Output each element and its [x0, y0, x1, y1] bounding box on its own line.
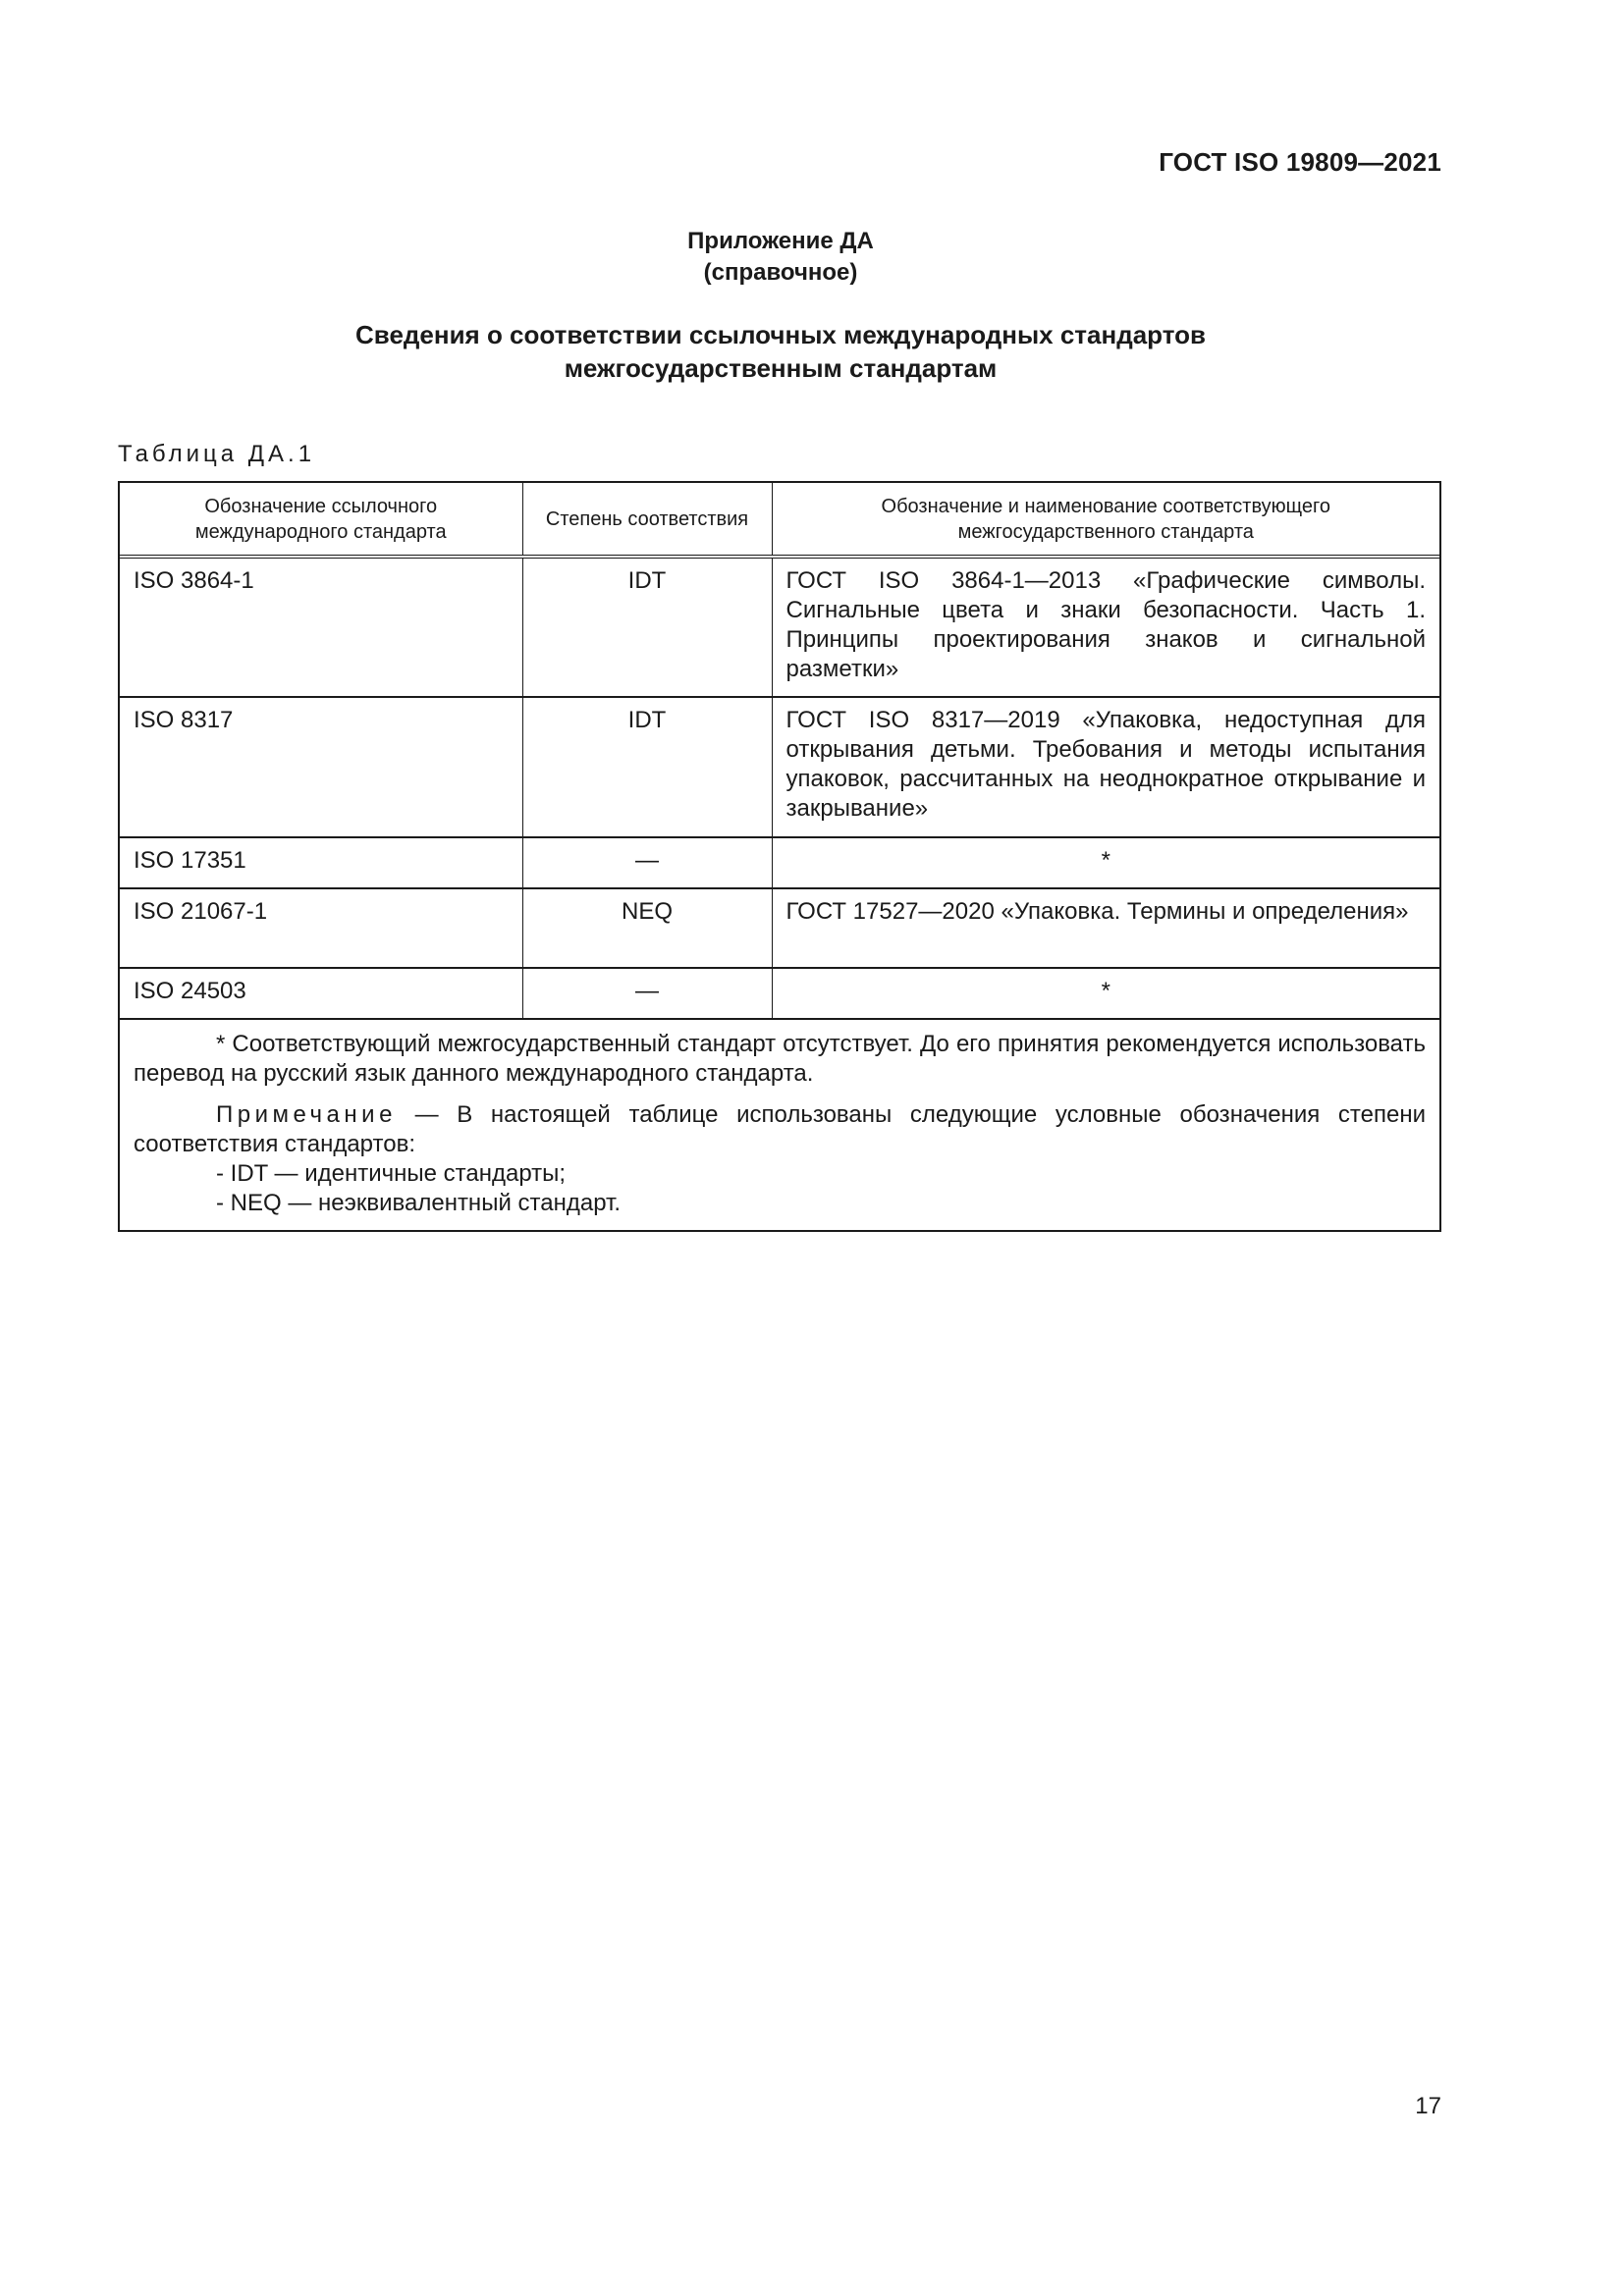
intl-standard-cell: ISO 17351: [120, 837, 522, 888]
note-item-neq: - NEQ — неэквивалентный стандарт.: [216, 1190, 622, 1216]
table-row: [120, 888, 1439, 968]
table-caption: Таблица ДА.1: [118, 441, 316, 467]
note-paragraph: [134, 1100, 1426, 1159]
correspondence-table: [118, 481, 1441, 1232]
annex-heading: [0, 226, 1561, 289]
table-row: [120, 837, 1439, 888]
degree-cell: IDT: [522, 557, 772, 697]
degree-cell: IDT: [522, 697, 772, 837]
header-degree: Степень соответствия: [522, 483, 772, 557]
section-title-line-2: межгосударственным стандартам: [564, 353, 998, 383]
note-item-idt: - IDT — идентичные стандарты;: [216, 1160, 567, 1187]
national-standard-cell: ГОСТ ISO 3864-1—2013 «Графические символы. Сигнальные цвета и знаки безопасности. Часть 1. Принципы проектирования знаков и сигнальной разметки»: [772, 557, 1439, 697]
degree-cell: NEQ: [522, 888, 772, 968]
note-text: — В настоящей таблице использованы следующие условные обозначения степени соответствия стандартов:: [134, 1101, 1427, 1157]
section-title: [0, 318, 1561, 385]
intl-standard-cell: ISO 3864-1: [120, 557, 522, 697]
table-header-row: [120, 483, 1439, 557]
national-standard-cell: ГОСТ 17527—2020 «Упаковка. Термины и определения»: [772, 888, 1439, 968]
annex-title: Приложение ДА: [687, 228, 874, 254]
footnote-cell: [120, 1019, 1439, 1230]
degree-cell: —: [522, 837, 772, 888]
table-row: [120, 968, 1439, 1019]
section-title-line-1: Сведения о соответствии ссылочных международных стандартов: [355, 320, 1206, 349]
table-row: [120, 697, 1439, 837]
intl-standard-cell: ISO 21067-1: [120, 888, 522, 968]
national-standard-cell: *: [772, 837, 1439, 888]
header-intl-standard: Обозначение ссылочного международного стандарта: [120, 483, 522, 557]
note-label: Примечание: [216, 1101, 397, 1128]
page-number: 17: [1415, 2093, 1441, 2119]
table-row: [120, 557, 1439, 697]
document-code: ГОСТ ISO 19809—2021: [1159, 147, 1441, 177]
intl-standard-cell: ISO 24503: [120, 968, 522, 1019]
degree-cell: —: [522, 968, 772, 1019]
footnote-text: * Соответствующий межгосударственный стандарт отсутствует. До его принятия рекомендуется использовать перевод на русский язык данного международного стандарта.: [134, 1031, 1426, 1087]
national-standard-cell: ГОСТ ISO 8317—2019 «Упаковка, недоступная для открывания детьми. Требования и методы испытания упаковок, рассчитанных на неоднократное открывание и закрывание»: [772, 697, 1439, 837]
header-national-standard: Обозначение и наименование соответствующего межгосударственного стандарта: [772, 483, 1439, 557]
national-standard-cell: *: [772, 968, 1439, 1019]
intl-standard-cell: ISO 8317: [120, 697, 522, 837]
table-footnote-row: [120, 1019, 1439, 1230]
annex-subtitle: (справочное): [703, 259, 858, 286]
